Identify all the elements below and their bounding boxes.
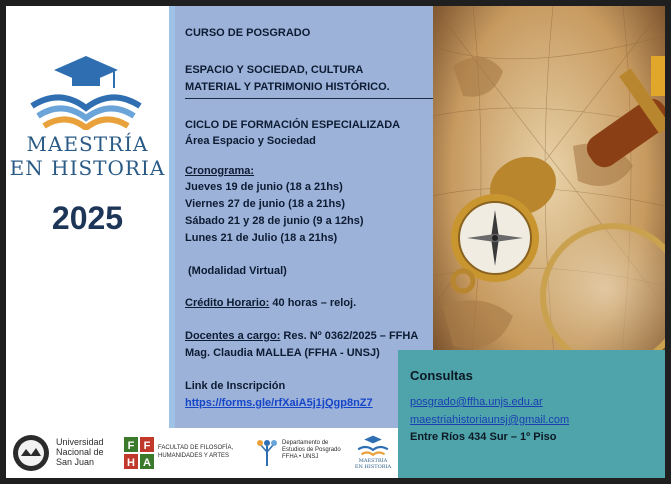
schedule-date: Sábado 21 y 28 de junio (9 a 12hs) — [185, 215, 364, 227]
area-label: Área Espacio y Sociedad — [185, 135, 316, 147]
title-underline — [185, 98, 433, 99]
ffha-letter: F — [143, 440, 151, 452]
registration-label: Link de Inscripción — [185, 380, 286, 392]
tree-icon — [256, 438, 278, 466]
unsj-seal-icon — [12, 434, 50, 472]
course-title-line1: ESPACIO Y SOCIEDAD, CULTURA — [185, 64, 364, 76]
maestria-small-logo-icon — [356, 434, 390, 456]
unsj-name-line2: Nacional de — [56, 447, 104, 457]
teachers-line — [185, 329, 418, 344]
ffha-logo-icon — [124, 437, 154, 469]
ffha-name-line2: HUMANIDADES Y ARTES — [158, 453, 230, 459]
dept-name-line2: Estudios de Posgrado — [282, 447, 341, 453]
credits-value: 40 horas – reloj. — [269, 297, 357, 309]
ffha-letter: A — [143, 457, 151, 469]
teacher-name: Mag. Claudia MALLEA (FFHA - UNSJ) — [185, 347, 380, 359]
year-label: 2025 — [51, 200, 124, 236]
maestria-small-line2: EN HISTORIA — [354, 464, 392, 470]
contact-email-maestria[interactable]: maestriahistoriaunsj@gmail.com — [410, 414, 570, 426]
teachers-label: Docentes a cargo: — [185, 330, 281, 342]
contact-box — [398, 350, 665, 478]
ffha-name-line1: FACULTAD DE FILOSOFÍA, — [158, 445, 234, 451]
contact-title: Consultas — [410, 368, 473, 383]
maestria-small-line1: MAESTRÍA — [358, 458, 388, 464]
course-title-line2: MATERIAL Y PATRIMONIO HISTÓRICO. — [185, 81, 390, 93]
credits-label: Crédito Horario: — [185, 297, 270, 309]
dept-name-line3: FFHA • UNSJ — [282, 454, 319, 460]
cycle-label: CICLO DE FORMACIÓN ESPECIALIZADA — [185, 119, 401, 131]
credits-line — [185, 296, 356, 311]
logo-text-maestria: MAESTRÍA — [26, 132, 149, 156]
schedule-heading: Cronograma: — [185, 165, 255, 177]
schedule-date: Jueves 19 de junio (18 a 21hs) — [185, 181, 343, 193]
contact-email-posgrado[interactable]: posgrado@ffha.unjs.edu.ar — [410, 396, 543, 408]
logo-text-en-historia: EN HISTORIA — [9, 156, 166, 180]
logo-panel — [6, 6, 169, 428]
registration-link[interactable]: https://forms.gle/rfXaiA5j1jQgp8nZ7 — [185, 397, 373, 409]
unsj-name-line1: Universidad — [56, 437, 104, 447]
course-info-panel — [175, 6, 433, 428]
ffha-letter: F — [127, 440, 135, 452]
unsj-name-line3: San Juan — [56, 457, 95, 467]
course-flyer — [6, 6, 665, 478]
institution-logos-footer — [6, 428, 398, 478]
teachers-resolution: Res. Nº 0362/2025 – FFHA — [280, 330, 419, 342]
schedule-date: Lunes 21 de Julio (18 a 21hs) — [185, 232, 338, 244]
schedule-date: Viernes 27 de junio (18 a 21hs) — [185, 198, 345, 210]
graduation-book-icon — [24, 50, 148, 130]
contact-address: Entre Ríos 434 Sur – 1º Piso — [410, 431, 557, 443]
dept-name-line1: Departamento de — [282, 440, 329, 446]
modality-label: (Modalidad Virtual) — [188, 265, 287, 277]
course-kind: CURSO DE POSGRADO — [185, 27, 311, 39]
ffha-letter: H — [127, 457, 135, 469]
